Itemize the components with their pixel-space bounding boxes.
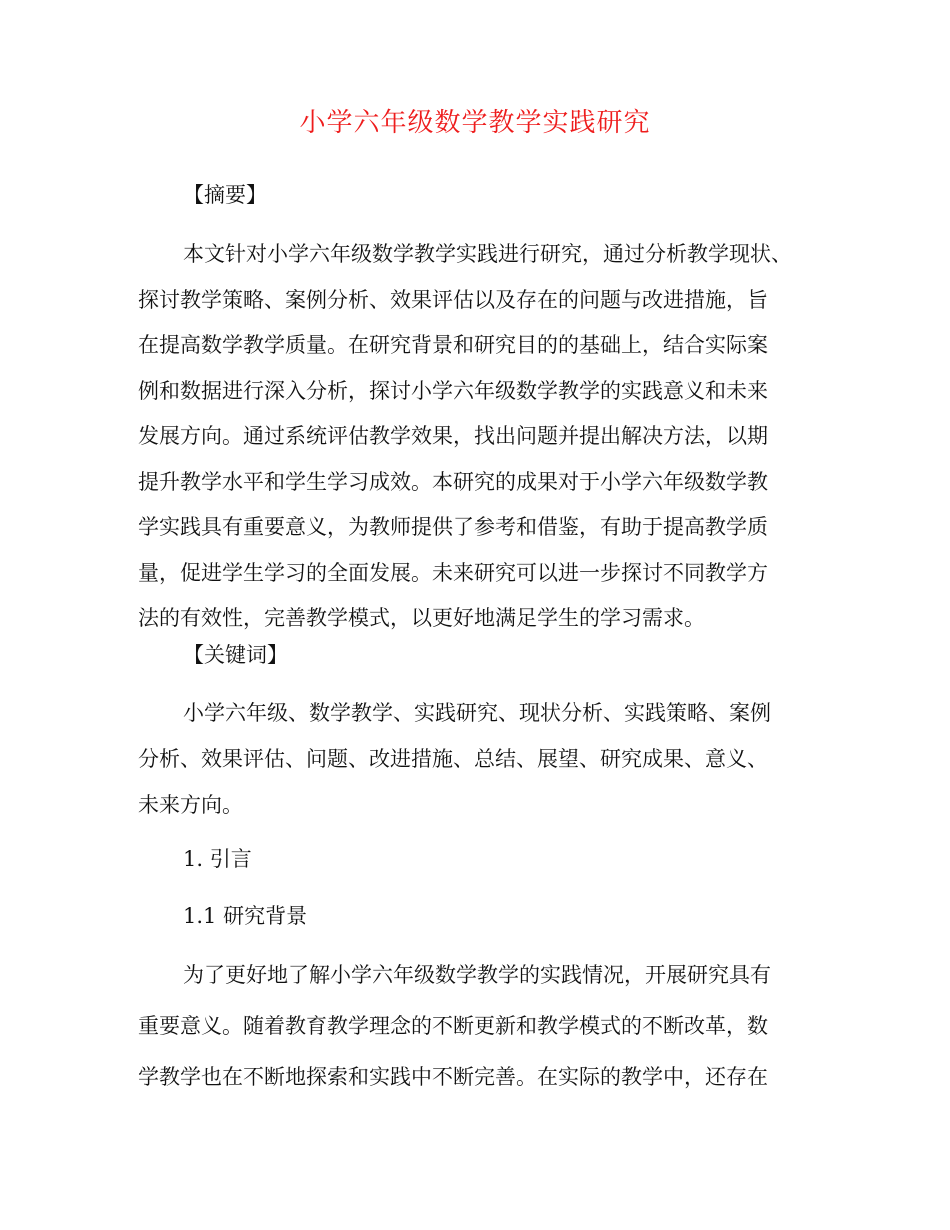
abstract-line: 本文针对小学六年级数学教学实践进行研究，通过分析教学现状、 [183, 242, 792, 266]
keywords-line: 小学六年级、数学教学、实践研究、现状分析、实践策略、案例 [183, 701, 771, 725]
background-line: 为了更好地了解小学六年级数学教学的实践情况，开展研究具有 [183, 963, 771, 987]
keywords-paragraph [138, 690, 838, 828]
abstract-line: 探讨教学策略、案例分析、效果评估以及存在的问题与改进措施，旨 [138, 287, 768, 312]
abstract-line: 提升教学水平和学生学习成效。本研究的成果对于小学六年级数学教 [138, 469, 768, 494]
abstract-line: 量，促进学生学习的全面发展。未来研究可以进一步探讨不同教学方 [138, 560, 768, 585]
background-paragraph [138, 950, 838, 1103]
background-line: 学教学也在不断地探索和实践中不断完善。在实际的教学中，还存在 [138, 1065, 768, 1089]
keywords-line: 未来方向。 [138, 793, 243, 817]
abstract-line: 例和数据进行深入分析，探讨小学六年级数学教学的实践意义和未来 [138, 378, 768, 403]
abstract-heading: 【摘要】 [183, 183, 267, 207]
abstract-line: 学实践具有重要意义，为教师提供了参考和借鉴，有助于提高教学质 [138, 515, 768, 539]
keywords-line: 分析、效果评估、问题、改进措施、总结、展望、研究成果、意义、 [138, 747, 768, 771]
background-line: 重要意义。随着教育教学理念的不断更新和教学模式的不断改革，数 [138, 1014, 768, 1038]
abstract-line: 在提高数学教学质量。在研究背景和研究目的的基础上，结合实际案 [138, 333, 768, 357]
section-heading-background: 1.1 研究背景 [183, 904, 308, 928]
abstract-line: 发展方向。通过系统评估教学效果，找出问题并提出解决方法，以期 [138, 424, 768, 448]
section-heading-introduction: 1. 引言 [183, 847, 252, 871]
keywords-heading: 【关键词】 [183, 643, 288, 667]
abstract-paragraph [138, 232, 838, 642]
document-title: 小学六年级数学教学实践研究 [299, 108, 651, 138]
abstract-line: 法的有效性，完善教学模式，以更好地满足学生的学习需求。 [138, 606, 705, 630]
